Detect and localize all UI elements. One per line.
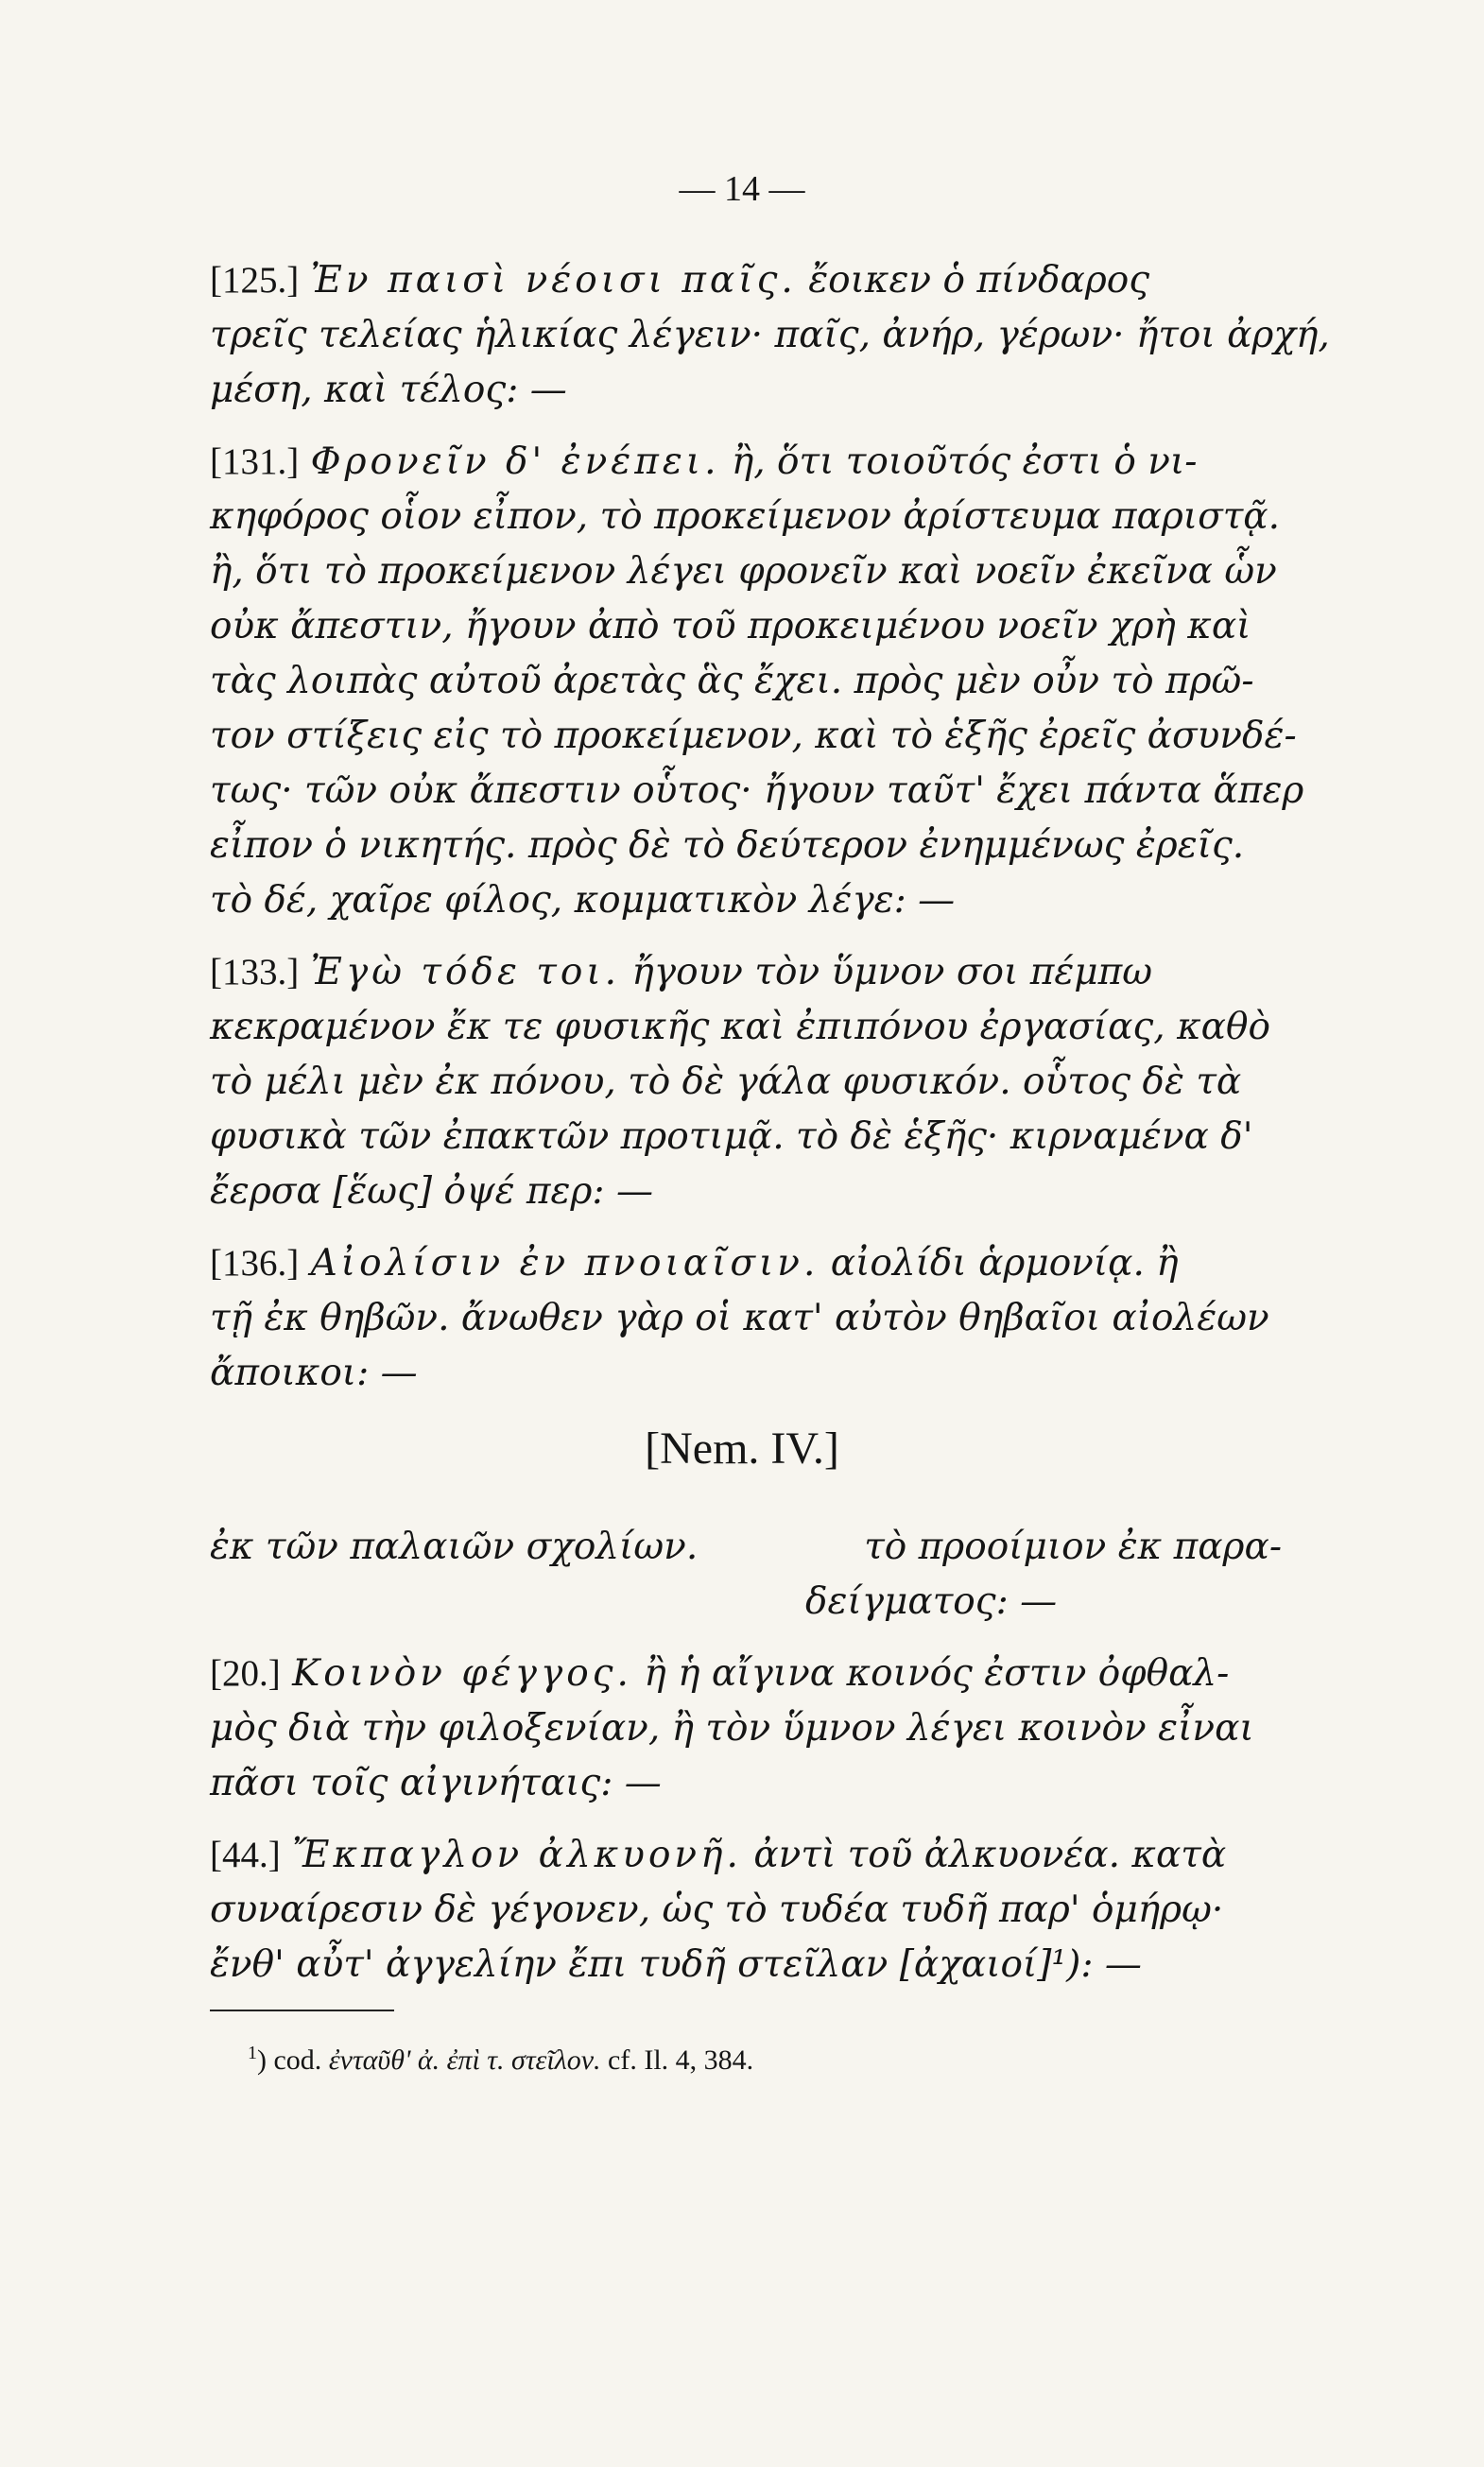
entry-first-line	[210, 253, 1282, 308]
entry-line: μέση, καὶ τέλος: —	[210, 369, 567, 411]
verse-ref: [20.]	[210, 1653, 281, 1694]
entry-line: ἢ, ὅτι τὸ προκείμενον λέγει φρονεῖν καὶ νοεῖν ἐκεῖνα ὧν	[210, 550, 1277, 593]
entry-line: ἔνθ' αὖτ' ἀγγελίην ἔπι τυδῆ στεῖλαν [ἀχαιοί]¹): —	[210, 1943, 1142, 1986]
entry-line: τρεῖς τελείας ἡλικίας λέγειν· παῖς, ἀνήρ, γέρων· ἤτοι ἀρχή,	[210, 314, 1330, 356]
entry-line: τον στίξεις εἰς τὸ προκείμενον, καὶ τὸ ἑξῆς ἐρεῖς ἀσυνδέ-	[210, 715, 1297, 757]
page-number: — 14 —	[679, 169, 805, 209]
entry-text: ἀντὶ τοῦ ἀλκυονέα. κατὰ	[741, 1834, 1227, 1876]
verse-ref: [125.]	[210, 260, 300, 301]
entry-text: αἰολίδι ἁρμονίᾳ. ἢ	[819, 1242, 1179, 1285]
verse-ref: [44.]	[210, 1835, 281, 1875]
entry-text: ἔοικεν ὁ πίνδαρος	[796, 259, 1150, 302]
footnote-prefix: ) cod.	[257, 2044, 329, 2076]
entry-line: συναίρεσιν δὲ γέγονεν, ὡς τὸ τυδέα τυδῆ παρ' ὁμήρῳ·	[210, 1889, 1224, 1931]
scholion-125	[210, 253, 1330, 418]
entry-line: φυσικὰ τῶν ἐπακτῶν προτιμᾷ. τὸ δὲ ἑξῆς· κιρναμένα δ'	[210, 1115, 1253, 1158]
section-heading: [Nem. IV.]	[645, 1423, 839, 1474]
scholion-131	[210, 435, 1304, 928]
entry-first-line	[210, 1828, 1282, 1883]
verse-ref: [131.]	[210, 441, 300, 482]
entry-line: ἄποικοι: —	[210, 1352, 418, 1394]
lemma: Ἐν παισὶ νέοισι παῖς.	[310, 259, 797, 302]
scholia-block-bottom	[210, 1520, 1282, 1993]
lemma: Ἔκπαγλον ἀλκυονῆ.	[292, 1834, 742, 1876]
scholia-block-top	[210, 253, 1330, 1401]
entry-line: τὸ μέλι μὲν ἐκ πόνου, τὸ δὲ γάλα φυσικόν. οὗτος δὲ τὰ	[210, 1061, 1242, 1103]
entry-text: ἢ, ὅτι τοιοῦτός ἐστι ὁ νι-	[719, 440, 1198, 483]
lemma: Κοινὸν φέγγος.	[292, 1652, 632, 1695]
entry-line: τὸ δέ, χαῖρε φίλος, κομματικὸν λέγε: —	[210, 879, 956, 922]
entry-line: κεκραμένον ἔκ τε φυσικῆς καὶ ἐπιπόνου ἐργασίας, καθὸ	[210, 1006, 1270, 1048]
footnote	[248, 2034, 1287, 2079]
entry-first-line	[210, 945, 1282, 1000]
entry-line: οὐκ ἄπεστιν, ἤγουν ἀπὸ τοῦ προκειμένου νοεῖν χρὴ καὶ	[210, 605, 1251, 647]
entry-first-line	[210, 1647, 1282, 1701]
entry-line: τως· τῶν οὐκ ἄπεστιν οὗτος· ἤγουν ταῦτ' ἔχει πάντα ἅπερ	[210, 769, 1304, 812]
scholion-136	[210, 1236, 1282, 1401]
verse-ref: [133.]	[210, 952, 300, 992]
scholion-20	[210, 1647, 1282, 1811]
lemma: Ἐγὼ τόδε τοι.	[310, 951, 621, 993]
lemma: Αἰολίσιν ἐν πνοιαῖσιν.	[310, 1242, 820, 1285]
footnote-suffix: cf. Il. 4, 384.	[600, 2044, 754, 2076]
entry-text: ἤγουν τὸν ὕμνον σοι πέμπω	[620, 951, 1153, 993]
footnote-greek: ἐνταῦθ' ἀ. ἐπὶ τ. στεῖλον.	[328, 2044, 601, 2076]
intro	[210, 1520, 1282, 1630]
intro-line-2	[210, 1575, 1282, 1630]
verse-ref: [136.]	[210, 1243, 300, 1284]
footnote-marker: 1	[248, 2043, 257, 2063]
entry-line: τὰς λοιπὰς αὐτοῦ ἀρετὰς ἃς ἔχει. πρὸς μὲν οὖν τὸ πρῶ-	[210, 660, 1254, 702]
lemma: Φρονεῖν δ' ἐνέπει.	[310, 440, 720, 483]
footnote-rule	[210, 2010, 394, 2011]
intro-line	[210, 1520, 1282, 1575]
entry-first-line	[210, 435, 1282, 490]
entry-line: τῇ ἐκ θηβῶν. ἄνωθεν γὰρ οἱ κατ' αὐτὸν θηβαῖοι αἰολέων	[210, 1297, 1269, 1339]
intro-source: ἐκ τῶν παλαιῶν σχολίων.	[210, 1526, 699, 1568]
intro-proem-cont: δείγματος: —	[805, 1580, 1058, 1623]
entry-first-line	[210, 1236, 1282, 1291]
intro-proem: τὸ προοίμιον ἐκ παρα-	[864, 1526, 1282, 1568]
entry-text: ἢ ἡ αἴγινα κοινός ἐστιν ὀφθαλ-	[631, 1652, 1230, 1695]
entry-line: εἶπον ὁ νικητής. πρὸς δὲ τὸ δεύτερον ἐνημμένως ἐρεῖς.	[210, 824, 1245, 867]
scholion-133	[210, 945, 1282, 1219]
entry-line: πᾶσι τοῖς αἰγινήταις: —	[210, 1762, 662, 1804]
entry-line: μὸς διὰ τὴν φιλοξενίαν, ἢ τὸν ὕμνον λέγει κοινὸν εἶναι	[210, 1707, 1254, 1750]
entry-line: κηφόρος οἷον εἶπον, τὸ προκείμενον ἀρίστευμα παριστᾷ.	[210, 495, 1281, 538]
scholion-44	[210, 1828, 1282, 1993]
entry-line: ἔερσα [ἕως] ὀψέ περ: —	[210, 1170, 653, 1213]
